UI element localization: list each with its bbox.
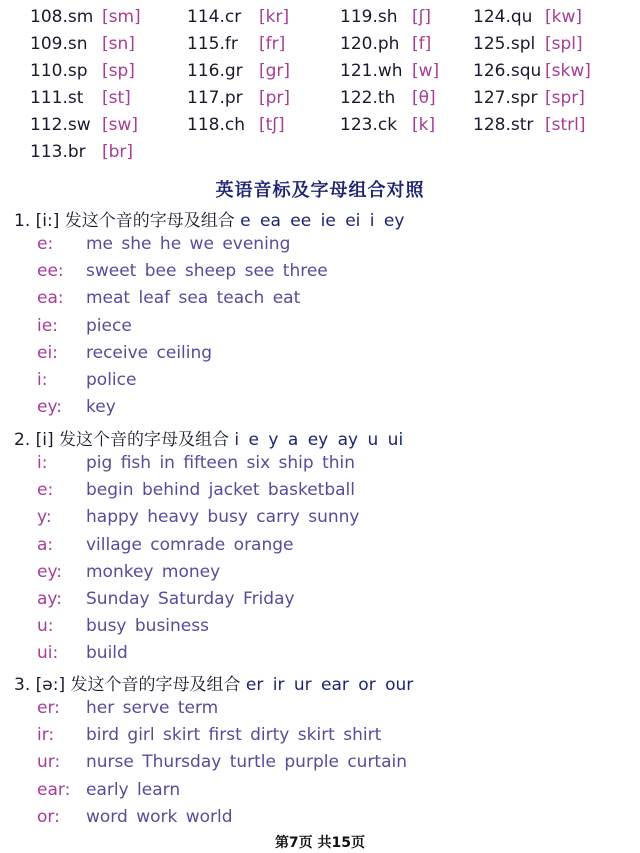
blend-number: 118.ch xyxy=(187,115,245,135)
example-row xyxy=(37,562,220,582)
example-words: police xyxy=(86,370,137,390)
blend-ipa: [sm] xyxy=(102,7,141,27)
example-words: bird girl skirt first dirty skirt shirt xyxy=(86,725,382,746)
blend-number: 127.spr xyxy=(473,88,538,108)
section-heading-text: 3. [ə:] 发这个音的字母及组合 xyxy=(14,675,241,695)
example-words: nurse Thursday turtle purple curtain xyxy=(86,752,408,773)
blend-number: 115.fr xyxy=(187,34,238,54)
blend-number: 108.sm xyxy=(30,7,94,27)
example-key: ur: xyxy=(37,752,61,773)
blend-number: 119.sh xyxy=(340,7,398,27)
example-row xyxy=(37,453,355,473)
blend-item xyxy=(473,34,583,54)
example-words: busy business xyxy=(86,616,209,637)
example-words: key xyxy=(86,397,116,418)
blend-item xyxy=(30,34,135,54)
example-row xyxy=(37,507,359,527)
section-combos: i e y a ey ay u ui xyxy=(234,430,404,450)
example-key: ei: xyxy=(37,342,58,363)
section-heading xyxy=(14,206,404,231)
blend-ipa: [gr] xyxy=(259,61,291,81)
example-words: happy heavy busy carry sunny xyxy=(86,507,360,528)
example-row xyxy=(37,288,300,308)
blend-item xyxy=(187,7,289,27)
section-combos: e ea ee ie ei i ey xyxy=(240,211,405,231)
example-words: begin behind jacket basketball xyxy=(86,480,355,501)
blend-ipa: [k] xyxy=(412,115,436,135)
example-words: her serve term xyxy=(86,698,219,718)
section-combos: er ir ur ear or our xyxy=(245,675,414,695)
blend-ipa: [kr] xyxy=(259,7,290,27)
consonant-blend-table xyxy=(0,0,640,170)
example-key: ey: xyxy=(37,397,63,418)
blend-item xyxy=(187,115,285,135)
blend-ipa: [tʃ] xyxy=(259,115,285,135)
blend-item xyxy=(187,61,290,81)
example-words: build xyxy=(86,643,128,664)
blend-item xyxy=(340,88,436,108)
blend-item xyxy=(187,88,290,108)
blend-ipa: [st] xyxy=(102,88,131,108)
blend-ipa: [sp] xyxy=(102,61,135,81)
blend-item xyxy=(30,142,133,162)
example-row xyxy=(37,343,212,363)
section-heading xyxy=(14,670,413,695)
example-words: monkey money xyxy=(86,561,221,582)
blend-ipa: [spr] xyxy=(545,88,585,108)
blend-ipa: [br] xyxy=(102,142,134,162)
example-row xyxy=(37,725,381,745)
example-key: a: xyxy=(37,534,54,555)
example-key: y: xyxy=(37,507,52,528)
blend-ipa: [pr] xyxy=(259,88,291,108)
section-heading-text: 1. [i:] 发这个音的字母及组合 xyxy=(14,211,235,231)
blend-ipa: [sw] xyxy=(102,115,139,135)
example-row xyxy=(37,261,328,281)
blend-ipa: [ʃ] xyxy=(412,7,431,27)
example-key: or: xyxy=(37,806,60,827)
section-heading-text: 2. [i] 发这个音的字母及组合 xyxy=(14,430,230,450)
example-row xyxy=(37,589,295,609)
blend-number: 121.wh xyxy=(340,61,403,81)
example-key: ea: xyxy=(37,288,64,309)
blend-ipa: [spl] xyxy=(545,34,583,54)
blend-number: 120.ph xyxy=(340,34,400,54)
example-words: me she he we evening xyxy=(86,234,291,254)
blend-item xyxy=(340,7,431,27)
example-key: ay: xyxy=(37,589,62,609)
blend-number: 116.gr xyxy=(187,61,243,81)
example-row xyxy=(37,234,290,254)
blend-number: 111.st xyxy=(30,88,84,108)
example-key: ear: xyxy=(37,779,71,800)
blend-item xyxy=(30,61,135,81)
example-words: pig fish in fifteen six ship thin xyxy=(86,453,356,473)
example-key: i: xyxy=(37,453,48,473)
blend-item xyxy=(340,115,435,135)
example-row xyxy=(37,397,116,417)
example-words: sweet bee sheep see three xyxy=(86,261,328,282)
blend-number: 117.pr xyxy=(187,88,243,108)
example-words: word work world xyxy=(86,806,233,827)
blend-number: 113.br xyxy=(30,142,86,162)
example-key: ui: xyxy=(37,643,59,664)
blend-number: 109.sn xyxy=(30,34,88,54)
blend-number: 114.cr xyxy=(187,7,242,27)
blend-ipa: [strl] xyxy=(545,115,586,135)
example-key: ir: xyxy=(37,725,55,746)
example-key: e: xyxy=(37,234,54,254)
example-key: er: xyxy=(37,698,60,718)
blend-number: 126.squ xyxy=(473,61,542,81)
blend-ipa: [sn] xyxy=(102,34,135,54)
example-words: piece xyxy=(86,315,132,336)
example-key: ey: xyxy=(37,561,63,582)
example-row xyxy=(37,616,209,636)
example-key: ie: xyxy=(37,315,58,336)
blend-number: 112.sw xyxy=(30,115,91,135)
example-key: ee: xyxy=(37,261,64,282)
example-row xyxy=(37,316,132,336)
blend-item xyxy=(30,88,131,108)
blend-item xyxy=(473,61,591,81)
example-row xyxy=(37,480,355,500)
example-words: Sunday Saturday Friday xyxy=(86,589,295,609)
example-row xyxy=(37,780,180,800)
blend-number: 123.ck xyxy=(340,115,398,135)
example-words: receive ceiling xyxy=(86,342,213,363)
example-key: e: xyxy=(37,480,54,501)
blend-item xyxy=(187,34,285,54)
example-key: u: xyxy=(37,616,54,637)
example-words: meat leaf sea teach eat xyxy=(86,288,301,309)
blend-item xyxy=(30,115,138,135)
blend-number: 110.sp xyxy=(30,61,88,81)
blend-item xyxy=(473,115,586,135)
example-row xyxy=(37,535,294,555)
blend-item xyxy=(340,34,431,54)
blend-number: 128.str xyxy=(473,115,534,135)
example-row xyxy=(37,698,218,718)
example-row xyxy=(37,807,233,827)
blend-item xyxy=(340,61,439,81)
blend-item xyxy=(473,88,585,108)
page-title: 英语音标及字母组合对照 xyxy=(215,180,425,201)
example-row xyxy=(37,643,128,663)
blend-ipa: [f] xyxy=(412,34,432,54)
blend-ipa: [θ] xyxy=(412,88,436,108)
blend-ipa: [fr] xyxy=(259,34,286,54)
blend-item xyxy=(30,7,141,27)
example-row xyxy=(37,752,407,772)
blend-ipa: [skw] xyxy=(545,61,591,81)
blend-ipa: [kw] xyxy=(545,7,583,27)
example-key: i: xyxy=(37,370,48,390)
blend-number: 125.spl xyxy=(473,34,536,54)
blend-number: 122.th xyxy=(340,88,396,108)
blend-item xyxy=(473,7,582,27)
page-footer: 第7页 共15页 xyxy=(274,835,366,851)
example-words: village comrade orange xyxy=(86,534,294,555)
blend-ipa: [w] xyxy=(412,61,440,81)
example-words: early learn xyxy=(86,779,181,800)
example-row xyxy=(37,370,136,390)
section-heading xyxy=(14,425,403,450)
blend-number: 124.qu xyxy=(473,7,533,27)
